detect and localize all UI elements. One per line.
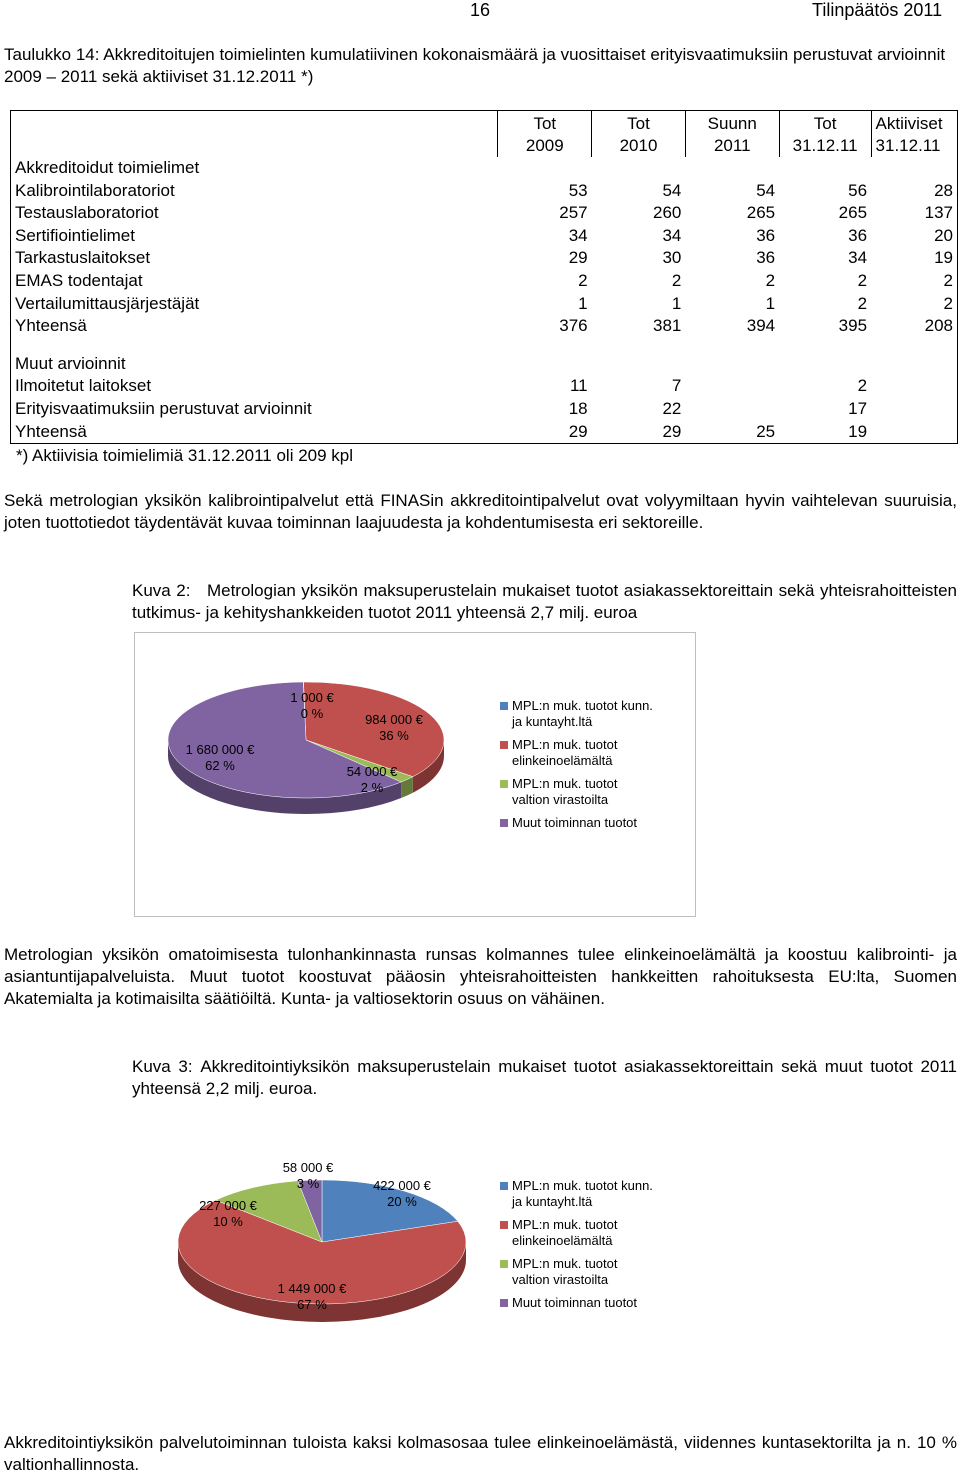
cell-value bbox=[871, 398, 957, 421]
cell-value: 54 bbox=[756, 180, 776, 200]
column-header: Tot 31.12.11 bbox=[779, 111, 871, 157]
cell-value: 56 bbox=[848, 180, 868, 200]
cell-value: 20 bbox=[934, 225, 953, 245]
cell-value: 208 bbox=[924, 316, 953, 336]
legend-label: MPL:n muk. tuotot elinkeinoelämältä bbox=[512, 737, 618, 768]
legend-swatch bbox=[500, 819, 508, 827]
cell-value: 11 bbox=[569, 376, 588, 396]
cell-value: 54 bbox=[662, 180, 682, 200]
pie-data-label: 1 680 000 € 62 % bbox=[185, 742, 255, 773]
cell-value: 36 bbox=[756, 225, 776, 245]
column-header: Suunn 2011 bbox=[685, 111, 779, 157]
cell-value: 36 bbox=[848, 225, 868, 245]
legend-swatch bbox=[500, 1260, 508, 1268]
legend-swatch bbox=[500, 1299, 508, 1307]
cell-value bbox=[871, 375, 957, 398]
table-total-row bbox=[11, 421, 957, 444]
cell-value: 17 bbox=[848, 398, 868, 418]
cell-value: 7 bbox=[671, 376, 682, 396]
table-caption: Taulukko 14: Akkreditoitujen toimielinten kumulatiivinen kokonaismäärä ja vuosittaiset erityisvaatimuksiin perustuvat arvioinnit 2009 – 2011 sekä aktiiviset 31.12.2011 *) bbox=[4, 45, 946, 86]
pie-data-label: 984 000 € 36 % bbox=[365, 712, 423, 743]
legend-swatch bbox=[500, 702, 508, 710]
page-number: 16 bbox=[470, 0, 491, 20]
cell-value: 2 bbox=[943, 293, 953, 313]
cell-value: 25 bbox=[756, 421, 776, 441]
cell-value: 260 bbox=[652, 203, 682, 223]
cell-value: 394 bbox=[746, 316, 776, 336]
cell-value: 34 bbox=[848, 248, 868, 268]
cell-value: 2 bbox=[765, 270, 776, 290]
table-spacer bbox=[11, 338, 957, 353]
table-footnote: *) Aktiivisia toimielimiä 31.12.2011 oli 209 kpl bbox=[16, 446, 354, 465]
cell-value: 257 bbox=[559, 203, 588, 223]
row-label: Kalibrointilaboratoriot bbox=[15, 180, 175, 200]
column-header: Aktiiviset 31.12.11 bbox=[875, 114, 943, 155]
cell-value: 1 bbox=[671, 293, 682, 313]
cell-value: 18 bbox=[568, 398, 588, 418]
table-row bbox=[11, 180, 957, 203]
figure-2-caption-text: Metrologian yksikön maksuperustelain mukaiset tuotot asiakassektoreittain sekä yhteisrahoitteisten tutkimus- ja kehityshankkeiden tuotot 2011 yhteensä 2,7 milj. euroa bbox=[132, 581, 957, 622]
cell-value: 1 bbox=[765, 293, 776, 313]
section-heading: Muut arvioinnit bbox=[15, 353, 126, 373]
table-row bbox=[11, 225, 957, 248]
cell-value: 29 bbox=[568, 421, 588, 441]
document-title: Tilinpäätös 2011 bbox=[812, 0, 943, 20]
row-label: Testauslaboratoriot bbox=[15, 203, 159, 223]
legend-label: MPL:n muk. tuotot valtion virastoilta bbox=[512, 776, 618, 807]
table-row bbox=[11, 293, 957, 316]
cell-value: 2 bbox=[671, 270, 682, 290]
row-label: Yhteensä bbox=[15, 421, 87, 441]
cell-value: 2 bbox=[578, 270, 588, 290]
accreditation-table bbox=[10, 110, 958, 444]
table-section-row bbox=[11, 353, 957, 376]
cell-value: 376 bbox=[559, 316, 588, 336]
cell-value bbox=[685, 398, 779, 421]
figure-2-caption bbox=[132, 580, 957, 624]
row-label: Sertifiointielimet bbox=[15, 225, 135, 245]
pie-data-label: 58 000 € 3 % bbox=[282, 1160, 334, 1191]
pie-data-label: 54 000 € 2 % bbox=[346, 764, 398, 795]
cell-value: 2 bbox=[857, 293, 868, 313]
row-label: EMAS todentajat bbox=[15, 270, 143, 290]
pie-data-label: 1 449 000 € 67 % bbox=[277, 1281, 347, 1312]
cell-value: 2 bbox=[857, 270, 868, 290]
cell-value: 29 bbox=[662, 421, 682, 441]
table-row bbox=[11, 375, 957, 398]
chart-2 bbox=[134, 632, 696, 917]
cell-value: 137 bbox=[924, 203, 953, 223]
legend-swatch bbox=[500, 741, 508, 749]
figure-3-caption-label: Kuva 3: bbox=[132, 1057, 193, 1076]
cell-value bbox=[871, 421, 957, 444]
legend-swatch bbox=[500, 1182, 508, 1190]
legend-label: MPL:n muk. tuotot valtion virastoilta bbox=[512, 1256, 618, 1287]
cell-value: 265 bbox=[838, 203, 868, 223]
cell-value bbox=[685, 375, 779, 398]
cell-value: 2 bbox=[943, 270, 953, 290]
legend-label: MPL:n muk. tuotot kunn. ja kuntayht.ltä bbox=[512, 1178, 653, 1209]
pie-data-label: 227 000 € 10 % bbox=[199, 1198, 257, 1229]
cell-value: 22 bbox=[662, 398, 682, 418]
column-header: Tot 2009 bbox=[498, 111, 592, 157]
paragraph-2: Metrologian yksikön omatoimisesta tulonhankinnasta runsas kolmannes tulee elinkeinoelämältä ja koostuu kalibrointi- ja asiantuntijapalveluista. Muut tuotot koostuvat pääosin yhteisrahoitteisten hankkeitten rahoituksesta EU:lta, Suomen Akatemialta ja kotimaisilta säätiöiltä. Kunta- ja valtiosektorin osuus on vähäinen. bbox=[4, 945, 957, 1008]
table-row bbox=[11, 202, 957, 225]
paragraph-1: Sekä metrologian yksikön kalibrointipalvelut että FINASin akkreditointipalvelut ovat volyymiltaan hyvin vaihtelevan suuruisia, joten tuottotiedot täydentävät kuvaa toiminnan laajuudesta ja kohdentumisesta eri sektoreille. bbox=[4, 491, 957, 532]
table-row bbox=[11, 398, 957, 421]
table-row bbox=[11, 270, 957, 293]
figure-3-caption bbox=[132, 1056, 957, 1100]
table-corner bbox=[11, 111, 498, 157]
cell-value: 30 bbox=[662, 248, 682, 268]
cell-value: 19 bbox=[848, 421, 868, 441]
cell-value: 395 bbox=[838, 316, 868, 336]
legend-label: Muut toiminnan tuotot bbox=[512, 815, 638, 830]
cell-value: 19 bbox=[934, 248, 953, 268]
cell-value: 381 bbox=[652, 316, 682, 336]
row-label: Yhteensä bbox=[15, 316, 87, 336]
section-heading: Akkreditoidut toimielimet bbox=[15, 158, 200, 177]
chart-3 bbox=[134, 1150, 696, 1340]
cell-value: 2 bbox=[857, 376, 868, 396]
cell-value: 265 bbox=[746, 203, 776, 223]
pie-data-label: 1 000 € 0 % bbox=[290, 690, 334, 721]
cell-value: 34 bbox=[568, 225, 588, 245]
cell-value: 29 bbox=[568, 248, 588, 268]
cell-value: 36 bbox=[756, 248, 776, 268]
legend-label: Muut toiminnan tuotot bbox=[512, 1295, 638, 1310]
cell-value: 34 bbox=[662, 225, 682, 245]
table-section-row bbox=[11, 157, 957, 180]
cell-value: 53 bbox=[568, 180, 588, 200]
legend-swatch bbox=[500, 1221, 508, 1229]
figure-2-caption-label: Kuva 2: bbox=[132, 581, 191, 600]
column-header: Tot 2010 bbox=[592, 111, 686, 157]
paragraph-3: Akkreditointiyksikön palvelutoiminnan tuloista kaksi kolmasosaa tulee elinkeinoelämästä, viidennes kuntasektorilta ja n. 10 % valtionhallinnosta. bbox=[4, 1433, 957, 1474]
cell-value: 28 bbox=[934, 180, 953, 200]
pie-data-label: 422 000 € 20 % bbox=[373, 1178, 431, 1209]
row-label: Ilmoitetut laitokset bbox=[15, 376, 152, 396]
legend-label: MPL:n muk. tuotot elinkeinoelämältä bbox=[512, 1217, 618, 1248]
table-row bbox=[11, 247, 957, 270]
row-label: Tarkastuslaitokset bbox=[15, 248, 151, 268]
row-label: Vertailumittausjärjestäjät bbox=[15, 293, 200, 313]
figure-3-caption-text: Akkreditointiyksikön maksuperustelain mukaiset tuotot asiakassektoreittain sekä muut tuotot 2011 yhteensä 2,2 milj. euroa. bbox=[132, 1057, 958, 1098]
legend-swatch bbox=[500, 780, 508, 788]
legend-label: MPL:n muk. tuotot kunn. ja kuntayht.ltä bbox=[512, 698, 653, 729]
row-label: Erityisvaatimuksiin perustuvat arvioinnit bbox=[15, 398, 312, 418]
table-total-row bbox=[11, 315, 957, 338]
cell-value: 1 bbox=[578, 293, 588, 313]
